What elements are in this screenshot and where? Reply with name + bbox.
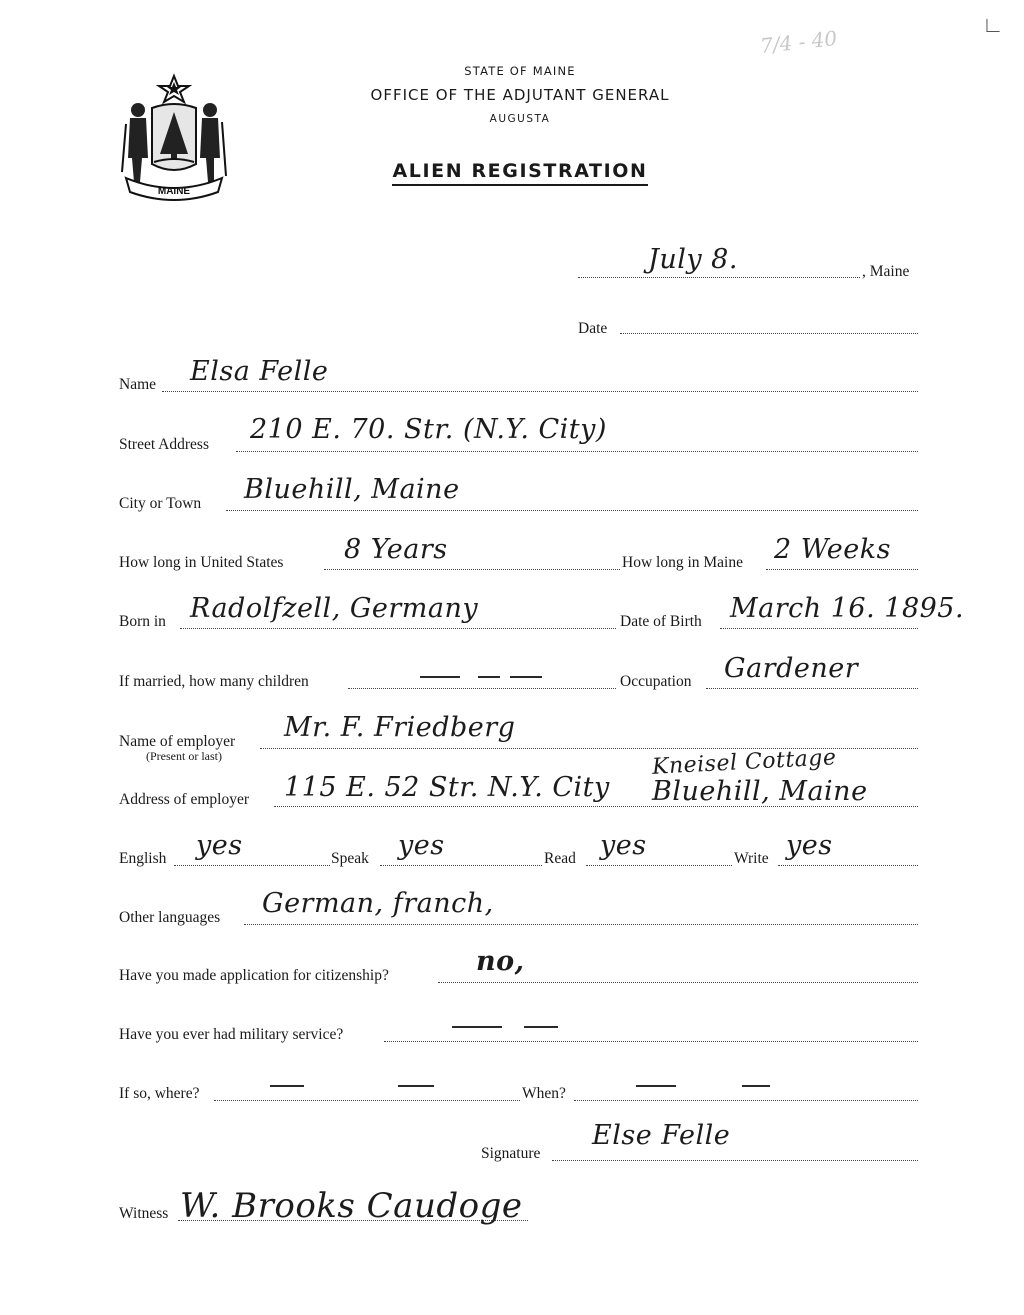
header-office: OFFICE OF THE ADJUTANT GENERAL bbox=[370, 86, 670, 104]
military-dash bbox=[524, 1026, 558, 1028]
how-long-maine-value: 2 Weeks bbox=[774, 534, 891, 565]
when-dash bbox=[742, 1085, 770, 1087]
date-line bbox=[620, 333, 918, 334]
name-value: Elsa Felle bbox=[190, 356, 329, 387]
how-long-maine-label: How long in Maine bbox=[622, 554, 743, 571]
when-label: When? bbox=[522, 1085, 566, 1102]
speak-line bbox=[380, 865, 542, 866]
city-line bbox=[226, 510, 918, 511]
employer-label: Name of employer bbox=[119, 733, 236, 750]
witness-label: Witness bbox=[119, 1205, 169, 1222]
citizenship-value: no, bbox=[476, 946, 525, 977]
english-line bbox=[174, 865, 330, 866]
maine-label: , Maine bbox=[862, 263, 910, 280]
where-label: If so, where? bbox=[119, 1085, 200, 1102]
date-label: Date bbox=[578, 320, 608, 337]
children-dash bbox=[478, 676, 500, 678]
employer-address-maine-1: Kneisel Cottage bbox=[651, 745, 838, 780]
where-dash bbox=[270, 1085, 304, 1087]
children-line bbox=[348, 688, 616, 689]
occupation-line bbox=[706, 688, 918, 689]
signature-label: Signature bbox=[481, 1145, 541, 1162]
form-title: ALIEN REGISTRATION bbox=[8, 160, 1024, 182]
write-value: yes bbox=[786, 830, 833, 861]
other-languages-label: Other languages bbox=[119, 909, 221, 926]
military-line bbox=[384, 1041, 918, 1042]
other-languages-value: German, franch, bbox=[262, 888, 494, 919]
citizenship-line bbox=[438, 982, 918, 983]
header-city: AUGUSTA bbox=[489, 113, 551, 125]
where-dash bbox=[398, 1085, 434, 1087]
header-state: STATE OF MAINE bbox=[464, 64, 576, 78]
english-value: yes bbox=[196, 830, 243, 861]
check-mark-icon: ∟ bbox=[982, 12, 1004, 37]
read-label: Read bbox=[544, 850, 576, 867]
street-address-label: Street Address bbox=[119, 436, 209, 453]
how-long-maine-line bbox=[766, 569, 918, 570]
other-languages-line bbox=[244, 924, 918, 925]
dob-line bbox=[720, 628, 918, 629]
military-dash bbox=[452, 1026, 502, 1028]
children-dash bbox=[510, 676, 542, 678]
signature-value: Else Felle bbox=[592, 1120, 731, 1151]
signature-line bbox=[552, 1160, 918, 1161]
when-dash bbox=[636, 1085, 676, 1087]
how-long-us-label: How long in United States bbox=[119, 554, 284, 571]
street-address-line bbox=[236, 451, 918, 452]
children-label: If married, how many children bbox=[119, 673, 309, 690]
city-value: Bluehill, Maine bbox=[244, 474, 460, 505]
employer-note: (Present or last) bbox=[146, 749, 222, 763]
born-in-label: Born in bbox=[119, 613, 166, 630]
how-long-us-line bbox=[324, 569, 620, 570]
when-line bbox=[574, 1100, 918, 1101]
date-written-value: July 8. bbox=[648, 244, 738, 275]
born-in-value: Radolfzell, Germany bbox=[190, 593, 479, 624]
dob-value: March 16. 1895. bbox=[730, 593, 965, 624]
speak-label: Speak bbox=[331, 850, 369, 867]
born-in-line bbox=[180, 628, 616, 629]
svg-text:MAINE: MAINE bbox=[157, 186, 191, 197]
date-place-line bbox=[578, 277, 860, 278]
english-label: English bbox=[119, 850, 167, 867]
dob-label: Date of Birth bbox=[620, 613, 702, 630]
read-line bbox=[586, 865, 732, 866]
margin-note: 7/4 - 40 bbox=[758, 26, 839, 58]
write-line bbox=[778, 865, 918, 866]
employer-value: Mr. F. Friedberg bbox=[284, 712, 516, 743]
employer-address-value: 115 E. 52 Str. N.Y. City bbox=[284, 772, 610, 803]
street-address-value: 210 E. 70. Str. (N.Y. City) bbox=[250, 414, 607, 445]
how-long-us-value: 8 Years bbox=[344, 534, 448, 565]
occupation-value: Gardener bbox=[724, 653, 859, 684]
witness-value: W. Brooks Caudoge bbox=[180, 1186, 523, 1226]
children-dash bbox=[420, 676, 460, 678]
name-line bbox=[162, 391, 918, 392]
city-label: City or Town bbox=[119, 495, 202, 512]
citizenship-label: Have you made application for citizenship? bbox=[119, 967, 389, 984]
speak-value: yes bbox=[398, 830, 445, 861]
write-label: Write bbox=[734, 850, 769, 867]
employer-address-maine-2: Bluehill, Maine bbox=[652, 776, 868, 807]
employer-address-label: Address of employer bbox=[119, 791, 249, 808]
read-value: yes bbox=[600, 830, 647, 861]
military-label: Have you ever had military service? bbox=[119, 1026, 344, 1043]
where-line bbox=[214, 1100, 520, 1101]
occupation-label: Occupation bbox=[620, 673, 692, 690]
name-label: Name bbox=[119, 376, 157, 393]
